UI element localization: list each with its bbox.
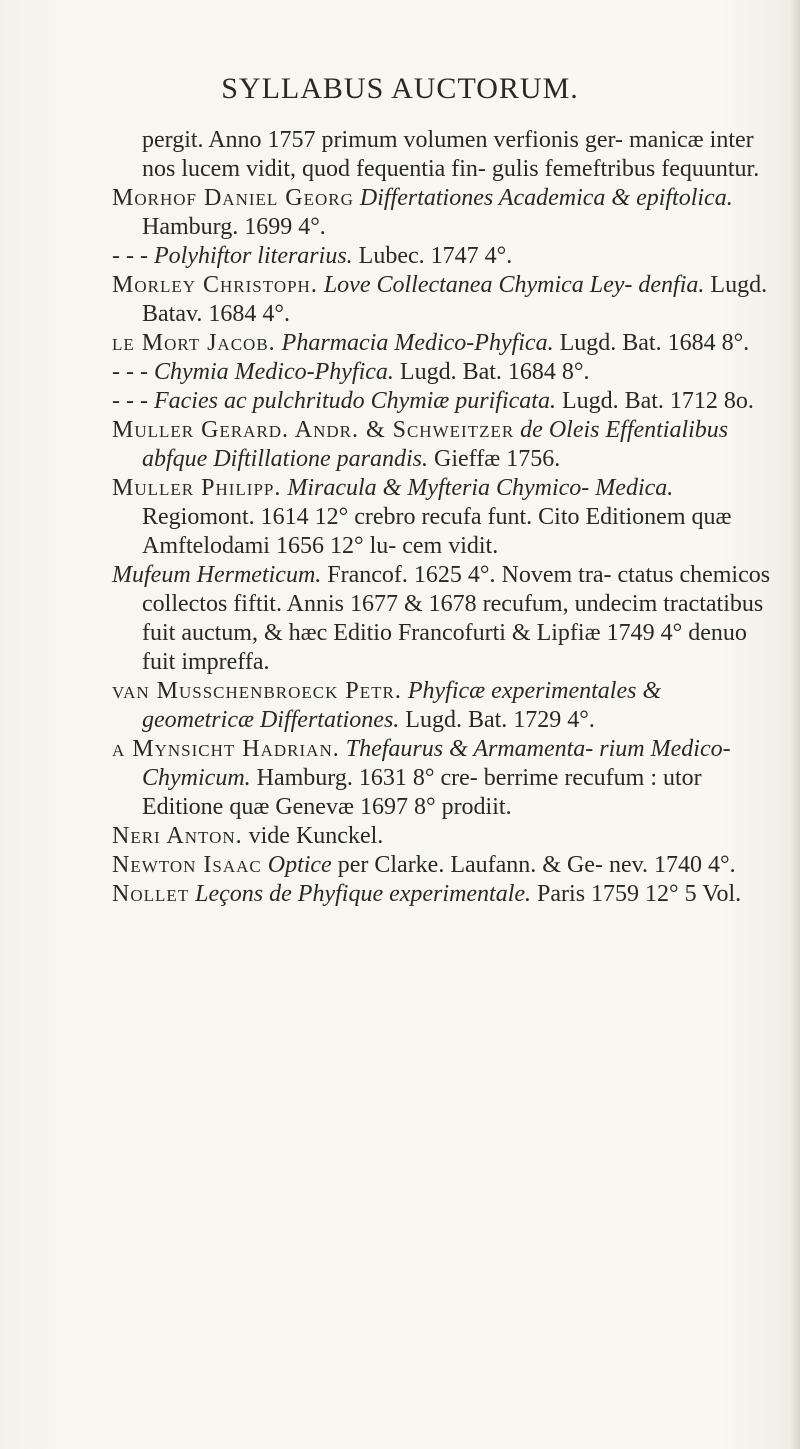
entry-imprint: Lugd. Bat. 1712 8o. xyxy=(561,388,754,414)
continuation-paragraph: pergit. Anno 1757 primum volumen verfionis ger- manicæ inter nos lucem vidit, quod fequentia fin- gulis femeftribus fequuntur. xyxy=(142,127,760,182)
bibliography-entry xyxy=(112,851,772,880)
entry-title: Phyficæ experimentales & geometricæ Differtationes. xyxy=(142,678,662,733)
bibliography-entry xyxy=(112,271,772,329)
bibliography-entry xyxy=(112,822,772,851)
entry-imprint: Gieffæ 1756. xyxy=(434,446,561,472)
entry-title: Optice xyxy=(267,852,332,878)
entry-author: Nollet xyxy=(112,881,190,907)
entry-imprint: vide Kunckel. xyxy=(248,823,384,849)
bibliography-entry xyxy=(112,474,772,561)
entry-imprint: Lubec. 1747 4°. xyxy=(358,243,513,269)
entry-title: Chymia Medico-Phyfica. xyxy=(153,359,394,385)
entry-imprint: Lugd. Bat. 1684 8°. xyxy=(399,359,590,385)
entry-title: Mufeum Hermeticum. xyxy=(112,562,322,588)
page-edge-shadow xyxy=(790,0,800,1449)
entry-author: Muller Gerard. Andr. & Schweitzer xyxy=(112,417,515,443)
entry-title: Pharmacia Medico-Phyfica. xyxy=(281,330,554,356)
entry-imprint: Hamburg. 1631 8° cre- berrime recufum : utor Editione quæ Genevæ 1697 8° prodiit. xyxy=(142,765,702,820)
entry-author: Neri Anton. xyxy=(112,823,243,849)
bibliography-entry xyxy=(112,677,772,735)
entry-author: van Musschenbroeck Petr. xyxy=(112,678,402,704)
entry-imprint: Lugd. Batav. 1684 4°. xyxy=(142,272,768,327)
entry-title: Thefaurus & Armamenta- rium Medico-Chymicum. xyxy=(142,736,731,791)
entry-author: le Mort Jacob. xyxy=(112,330,276,356)
entry-imprint: Paris 1759 12° 5 Vol. xyxy=(537,881,742,907)
bibliography-entry xyxy=(112,735,772,822)
entry-imprint: per Clarke. Laufann. & Ge- nev. 1740 4°. xyxy=(337,852,736,878)
bibliography-entry xyxy=(112,358,772,387)
entry-title: Polyhiftor literarius. xyxy=(153,243,353,269)
running-header: SYLLABUS AUCTORUM. xyxy=(221,72,579,105)
bibliography-entry xyxy=(112,242,772,271)
bibliography-entry xyxy=(112,416,772,474)
bibliography-entry xyxy=(112,329,772,358)
entry-imprint: Regiomont. 1614 12° crebro recufa funt. Cito Editionem quæ Amftelodami 1656 12° lu- cem vidit. xyxy=(142,504,732,559)
entry-title: Leçons de Phyfique experimentale. xyxy=(195,881,532,907)
bibliography-entry xyxy=(112,387,772,416)
entry-title: Facies ac pulchritudo Chymiæ purificata. xyxy=(153,388,556,414)
entry-imprint: Lugd. Bat. 1729 4°. xyxy=(405,707,595,733)
entry-author: - - - xyxy=(112,243,148,269)
entry-author: - - - xyxy=(112,359,148,385)
entry-author: Newton Isaac xyxy=(112,852,262,878)
entry-author: a Mynsicht Hadrian. xyxy=(112,736,340,762)
bibliography-list xyxy=(112,126,772,909)
entry-imprint: Hamburg. 1699 4°. xyxy=(142,214,326,240)
bibliography-entry xyxy=(112,561,772,677)
entry-author: Morley Christoph. xyxy=(112,272,318,298)
entry-imprint: Francof. 1625 4°. Novem tra- ctatus chemicos collectos fiftit. Annis 1677 & 1678 recufum, undecim tractatibus fuit auctum, & hæc Editio Francofurti & Lipfiæ 1749 4° denuo fuit impreffa. xyxy=(142,562,771,675)
entry-author: - - - xyxy=(112,388,148,414)
entry-title: Love Collectanea Chymica Ley- denfia. xyxy=(323,272,705,298)
entry-title: Differtationes Academica & epiftolica. xyxy=(359,185,733,211)
entry-imprint: Lugd. Bat. 1684 8°. xyxy=(559,330,750,356)
bibliography-entry xyxy=(112,880,772,909)
entry-title: Miracula & Myfteria Chymico- Medica. xyxy=(287,475,674,501)
bibliography-entry xyxy=(112,184,772,242)
entry-title: de Oleis Effentialibus abfque Diftillatione parandis. xyxy=(142,417,729,472)
entry-author: Morhof Daniel Georg xyxy=(112,185,354,211)
entry-author: Muller Philipp. xyxy=(112,475,282,501)
